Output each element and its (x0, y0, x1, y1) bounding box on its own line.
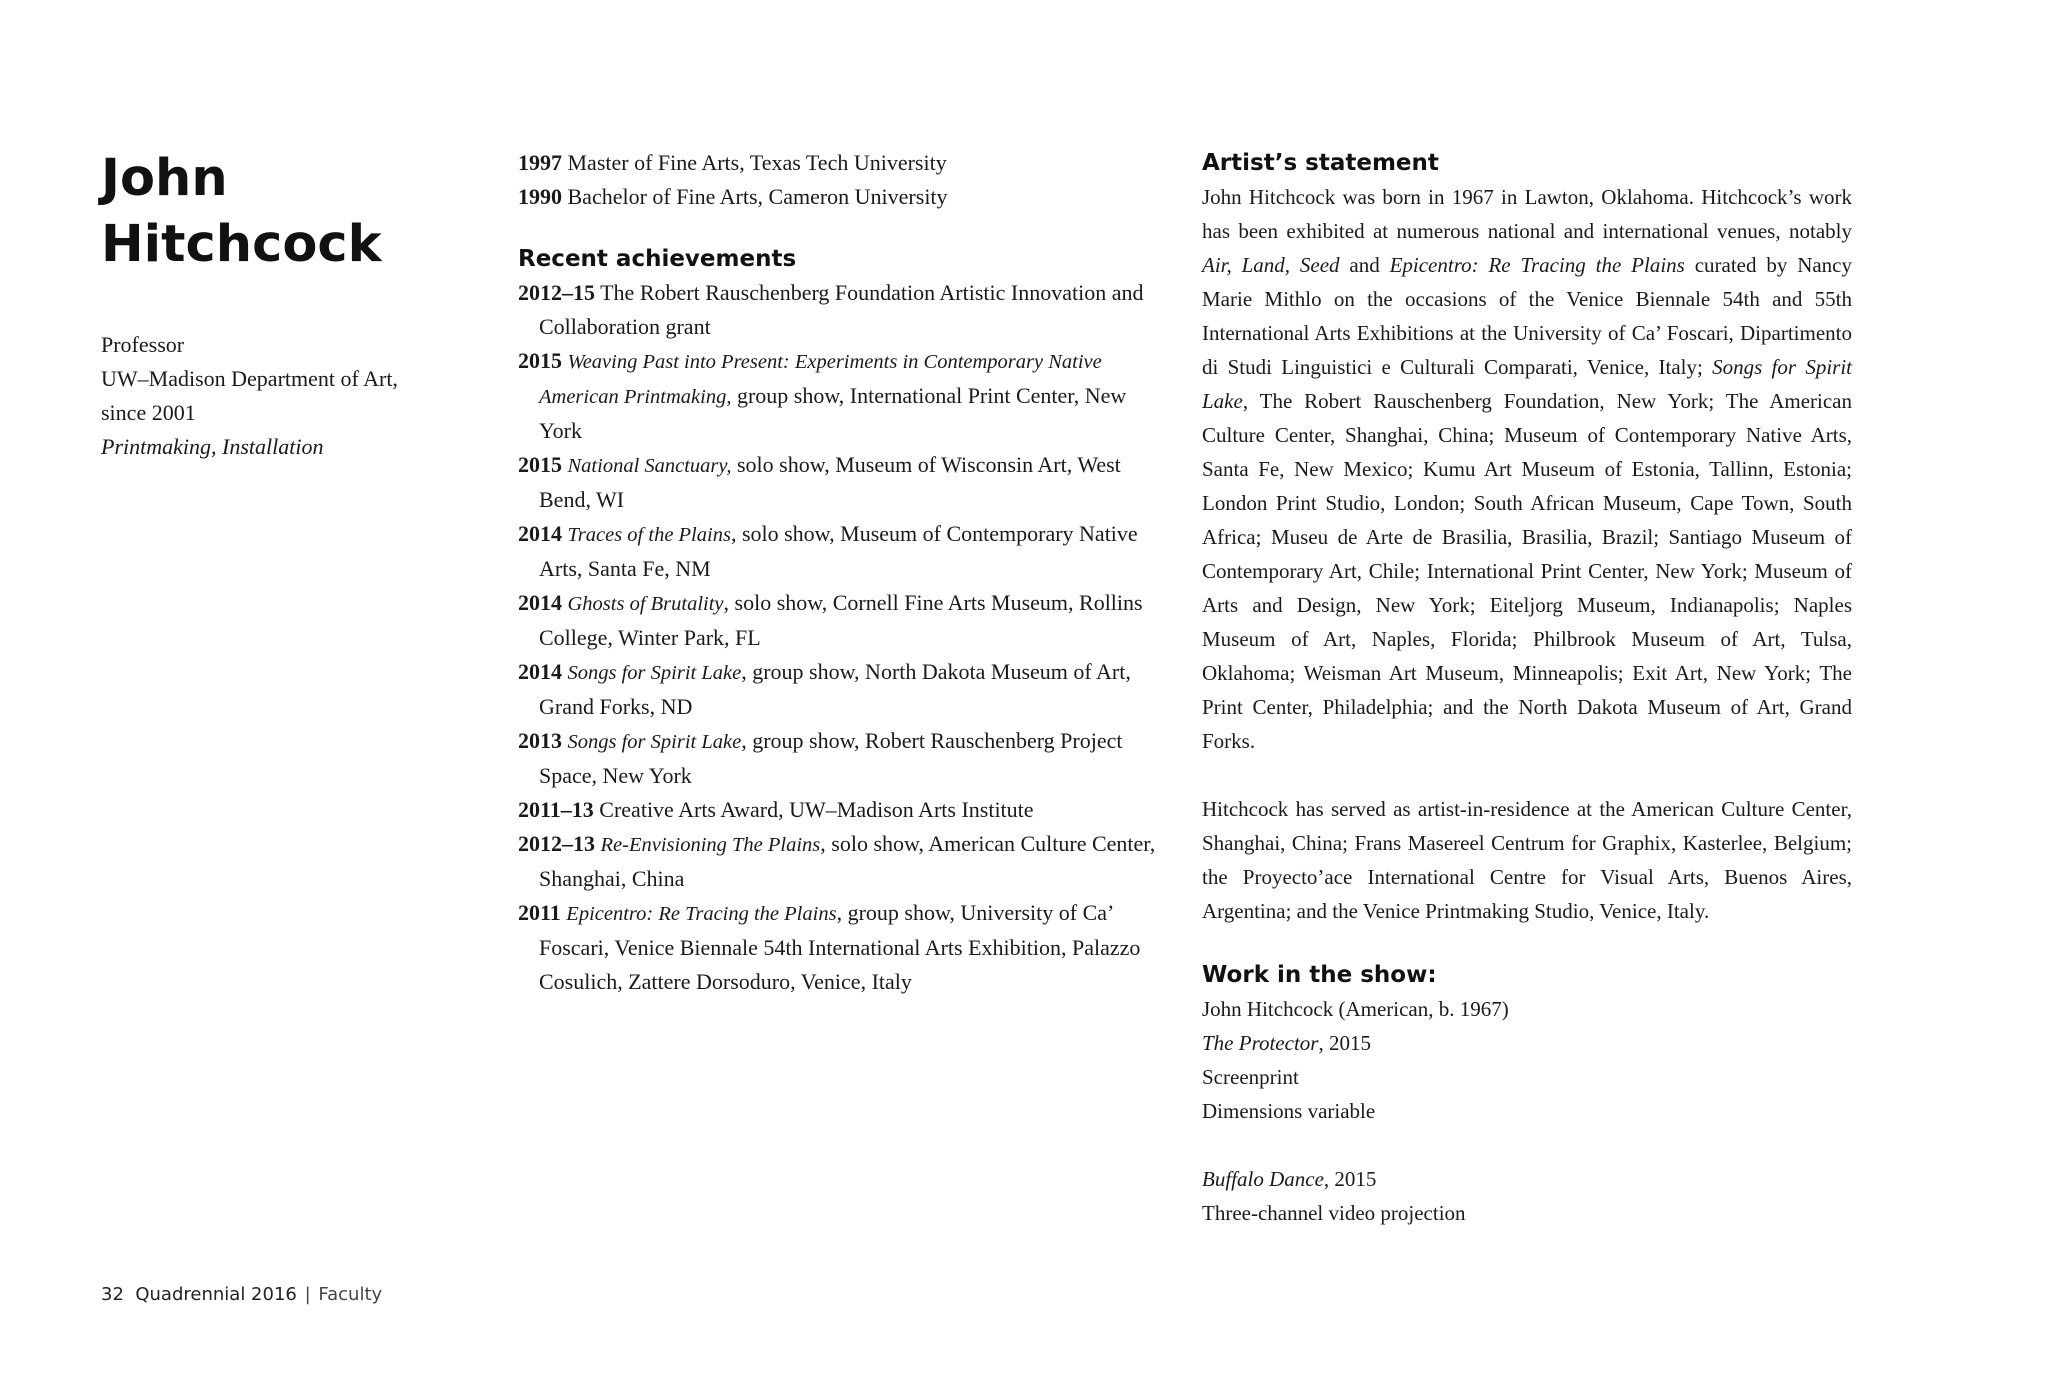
artist-info (101, 146, 441, 464)
education-item (518, 180, 1158, 214)
statement-exhibition-title: Air, Land, Seed (1202, 253, 1340, 277)
work-artist: John Hitchcock (American, b. 1967) (1202, 997, 1509, 1021)
work-title: Buffalo Dance (1202, 1167, 1324, 1191)
achievement-item (518, 793, 1158, 827)
statement-paragraph-2: Hitchcock has served as artist-in-residence at the American Culture Center, Shanghai, China; Frans Masereel Centrum for Graphix, Kasterlee, Belgium; the Proyecto’ace International Centre for Visual Arts, Buenos Aires, Argentina; and the Venice Printmaking Studio, Venice, Italy. (1202, 797, 1852, 923)
achievement-year: 2015 (518, 348, 562, 373)
achievement-title: Epicentro: Re Tracing the Plains (566, 903, 837, 925)
achievement-year: 2011 (518, 900, 561, 925)
artist-first-name: John (101, 149, 228, 208)
achievement-text: , group show, Robert Rauschenberg Project Space, New York (539, 728, 1123, 788)
page-number: 32 (101, 1284, 124, 1305)
achievement-item (518, 344, 1158, 448)
achievement-text: group show, International Print Center, New York (539, 383, 1127, 443)
achievement-year: 2014 (518, 659, 562, 684)
achievement-text: The Robert Rauschenberg Foundation Artistic Innovation and Collaboration grant (539, 280, 1144, 339)
achievement-item (518, 586, 1158, 655)
work-year: , 2015 (1323, 1167, 1377, 1191)
achievement-text: , solo show, Cornell Fine Arts Museum, Rollins College, Winter Park, FL (539, 590, 1143, 650)
achievement-text: Creative Arts Award, UW–Madison Arts Institute (599, 797, 1034, 822)
statement-text: John Hitchcock was born in 1967 in Lawton, Oklahoma. Hitchcock’s work has been exhibited at numerous national and international venues, notably (1202, 185, 1852, 243)
work-medium: Three-channel video projection (1202, 1201, 1466, 1225)
education-year: 1990 (518, 184, 562, 209)
achievement-year: 2015 (518, 452, 562, 477)
achievement-item (518, 896, 1158, 999)
statement-column (1202, 146, 1852, 1230)
achievement-title: Re-Envisioning The Plains (600, 834, 821, 856)
statement-text: curated by Nancy Marie Mithlo on the occasions of the Venice Biennale 54th and 55th International Arts Exhibitions at the University of Ca’ Foscari, Dipartimento di Studi Linguistici e Culturali Comparati, Venice, Italy; (1202, 253, 1852, 379)
work-dimensions: Dimensions variable (1202, 1099, 1376, 1123)
achievement-year: 2012–15 (518, 280, 595, 305)
publication-name: Quadrennial 2016 (135, 1284, 297, 1305)
work-title: The Protector (1202, 1031, 1319, 1055)
achievement-text: , solo show, American Culture Center, Shanghai, China (539, 831, 1156, 891)
achievement-title: Traces of the Plains (567, 524, 731, 546)
achievement-item (518, 724, 1158, 793)
footer-section: Faculty (318, 1284, 383, 1305)
work-spacer (1202, 1128, 1852, 1162)
statement-text: , The Robert Rauschenberg Foundation, New York; The American Culture Center, Shanghai, China; Museum of Contemporary Native Arts, Santa Fe, New Mexico; Kumu Art Museum of Estonia, Tallinn, Estonia; London Print Studio, London; South African Museum, Cape Town, South Africa; Museu de Arte de Brasilia, Brasilia, Brazil; Santiago Museum of Contemporary Art, Chile; International Print Center, New York; Museum of Arts and Design, New York; Eiteljorg Museum, Indianapolis; Naples Museum of Art, Naples, Florida; Philbrook Museum of Art, Tulsa, Oklahoma; Weisman Art Museum, Minneapolis; Exit Art, New York; The Print Center, Philadelphia; and the North Dakota Museum of Art, Grand Forks. (1202, 389, 1852, 753)
statement-exhibition-title: Songs for Spirit Lake (1202, 355, 1853, 413)
work-list (1202, 992, 1852, 1230)
work-medium: Screenprint (1202, 1065, 1299, 1089)
work-year: , 2015 (1318, 1031, 1371, 1055)
achievement-text: , group show, University of Ca’ Foscari, Venice Biennale 54th International Arts Exhibition, Palazzo Cosulich, Zattere Dorsoduro, Venice, Italy (539, 900, 1141, 994)
artist-department: UW–Madison Department of Art, (101, 366, 398, 391)
education-text: Bachelor of Fine Arts, Cameron University (567, 184, 948, 209)
achievement-title: Ghosts of Brutality (567, 593, 724, 615)
achievement-title: Songs for Spirit Lake (567, 731, 742, 753)
achievements-list (518, 276, 1158, 999)
artist-name (101, 146, 441, 278)
statement-paragraph-1 (1202, 180, 1852, 758)
achievement-text: , group show, North Dakota Museum of Art, Grand Forks, ND (539, 659, 1131, 719)
achievement-item (518, 448, 1158, 517)
achievement-item (518, 276, 1158, 344)
artist-since: since 2001 (101, 400, 196, 425)
work-item-2-title (1202, 1162, 1852, 1196)
artist-meta (101, 328, 441, 464)
work-heading: Work in the show: (1202, 962, 1437, 988)
achievement-item (518, 655, 1158, 724)
achievement-year: 2012–13 (518, 831, 595, 856)
page-footer (101, 1283, 382, 1307)
achievement-text: solo show, Museum of Wisconsin Art, West Bend, WI (539, 452, 1121, 512)
education-list (518, 146, 1158, 214)
statement-text: and (1339, 253, 1390, 277)
statement-exhibition-title: Epicentro: Re Tracing the Plains (1389, 253, 1685, 277)
education-text: Master of Fine Arts, Texas Tech University (567, 150, 947, 175)
footer-separator: | (304, 1284, 311, 1305)
achievement-title: National Sanctuary, (567, 455, 732, 477)
cv-column (518, 146, 1158, 999)
work-item-1-title (1202, 1026, 1852, 1060)
achievements-heading: Recent achievements (518, 246, 797, 272)
achievement-year: 2011–13 (518, 797, 594, 822)
achievement-year: 2013 (518, 728, 562, 753)
education-year: 1997 (518, 150, 562, 175)
achievement-year: 2014 (518, 521, 562, 546)
statement-heading: Artist’s statement (1202, 150, 1439, 176)
achievement-title: Weaving Past into Present: Experiments in Contemporary Native American Printmaking, (539, 351, 1102, 408)
achievement-text: , solo show, Museum of Contemporary Native Arts, Santa Fe, NM (539, 521, 1138, 581)
artist-last-name: Hitchcock (101, 215, 382, 274)
achievement-year: 2014 (518, 590, 562, 615)
artist-title: Professor (101, 332, 185, 357)
artist-disciplines: Printmaking, Installation (101, 434, 324, 459)
achievement-item (518, 827, 1158, 896)
achievement-title: Songs for Spirit Lake (567, 662, 742, 684)
education-item (518, 146, 1158, 180)
achievement-item (518, 517, 1158, 586)
